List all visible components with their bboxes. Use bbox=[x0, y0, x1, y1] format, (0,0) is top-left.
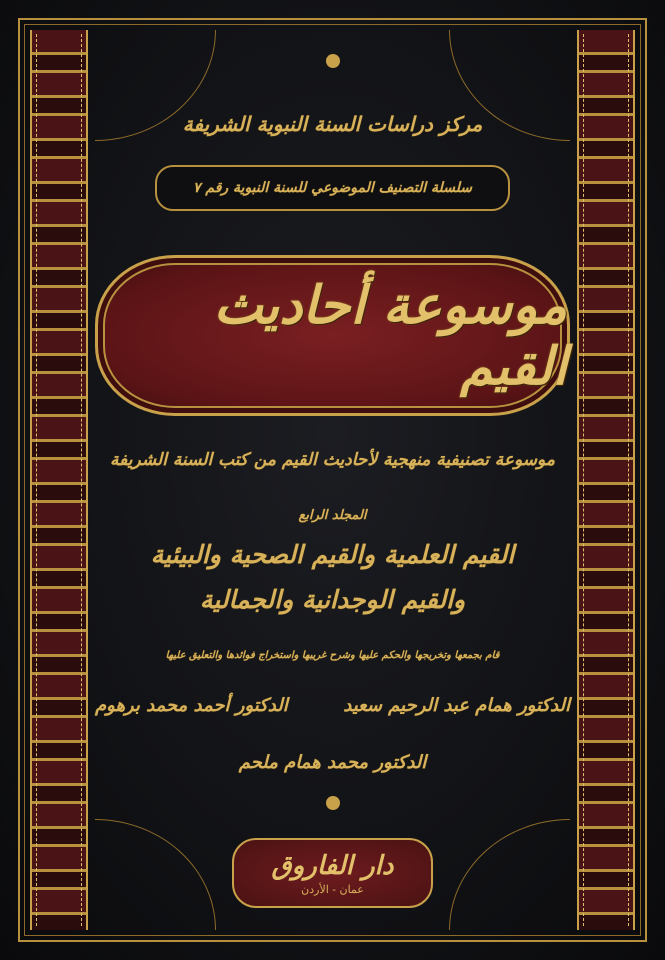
publisher-box bbox=[232, 838, 433, 908]
author-1: الدكتور همام عبد الرحيم سعيد bbox=[343, 695, 570, 716]
author-2: الدكتور أحمد محمد برهوم bbox=[95, 695, 288, 716]
volume-topic-line-2: والقيم الوجدانية والجمالية bbox=[199, 585, 466, 614]
right-ornamental-band bbox=[577, 30, 635, 930]
publisher-name: دار الفاروق bbox=[271, 850, 394, 881]
bottom-medallion-icon bbox=[326, 796, 340, 810]
institution-name: مركز دراسات السنة النبوية الشريفة bbox=[182, 112, 483, 136]
series-label-box bbox=[155, 165, 510, 211]
book-subtitle: موسوعة تصنيفية منهجية لأحاديث القيم من كتب السنة الشريفة bbox=[110, 450, 555, 470]
series-label: سلسلة التصنيف الموضوعي للسنة النبوية رقم ٧ bbox=[193, 180, 472, 196]
publisher-city: عمان - الأردن bbox=[301, 882, 364, 896]
book-title: موسوعة أحاديث القيم bbox=[213, 274, 567, 397]
top-medallion-icon bbox=[326, 54, 340, 68]
authors-row bbox=[95, 695, 570, 716]
volume-topic-line-1: القيم العلمية والقيم الصحية والبيئية bbox=[150, 540, 515, 569]
title-panel bbox=[95, 255, 570, 416]
volume-number: المجلد الرابع bbox=[298, 508, 367, 523]
credit-line: قام بجمعها وتخريجها والحكم عليها وشرح غريبها واستخراج فوائدها والتعليق عليها bbox=[165, 650, 500, 661]
author-3: الدكتور محمد همام ملحم bbox=[238, 752, 427, 773]
left-ornamental-band bbox=[30, 30, 88, 930]
